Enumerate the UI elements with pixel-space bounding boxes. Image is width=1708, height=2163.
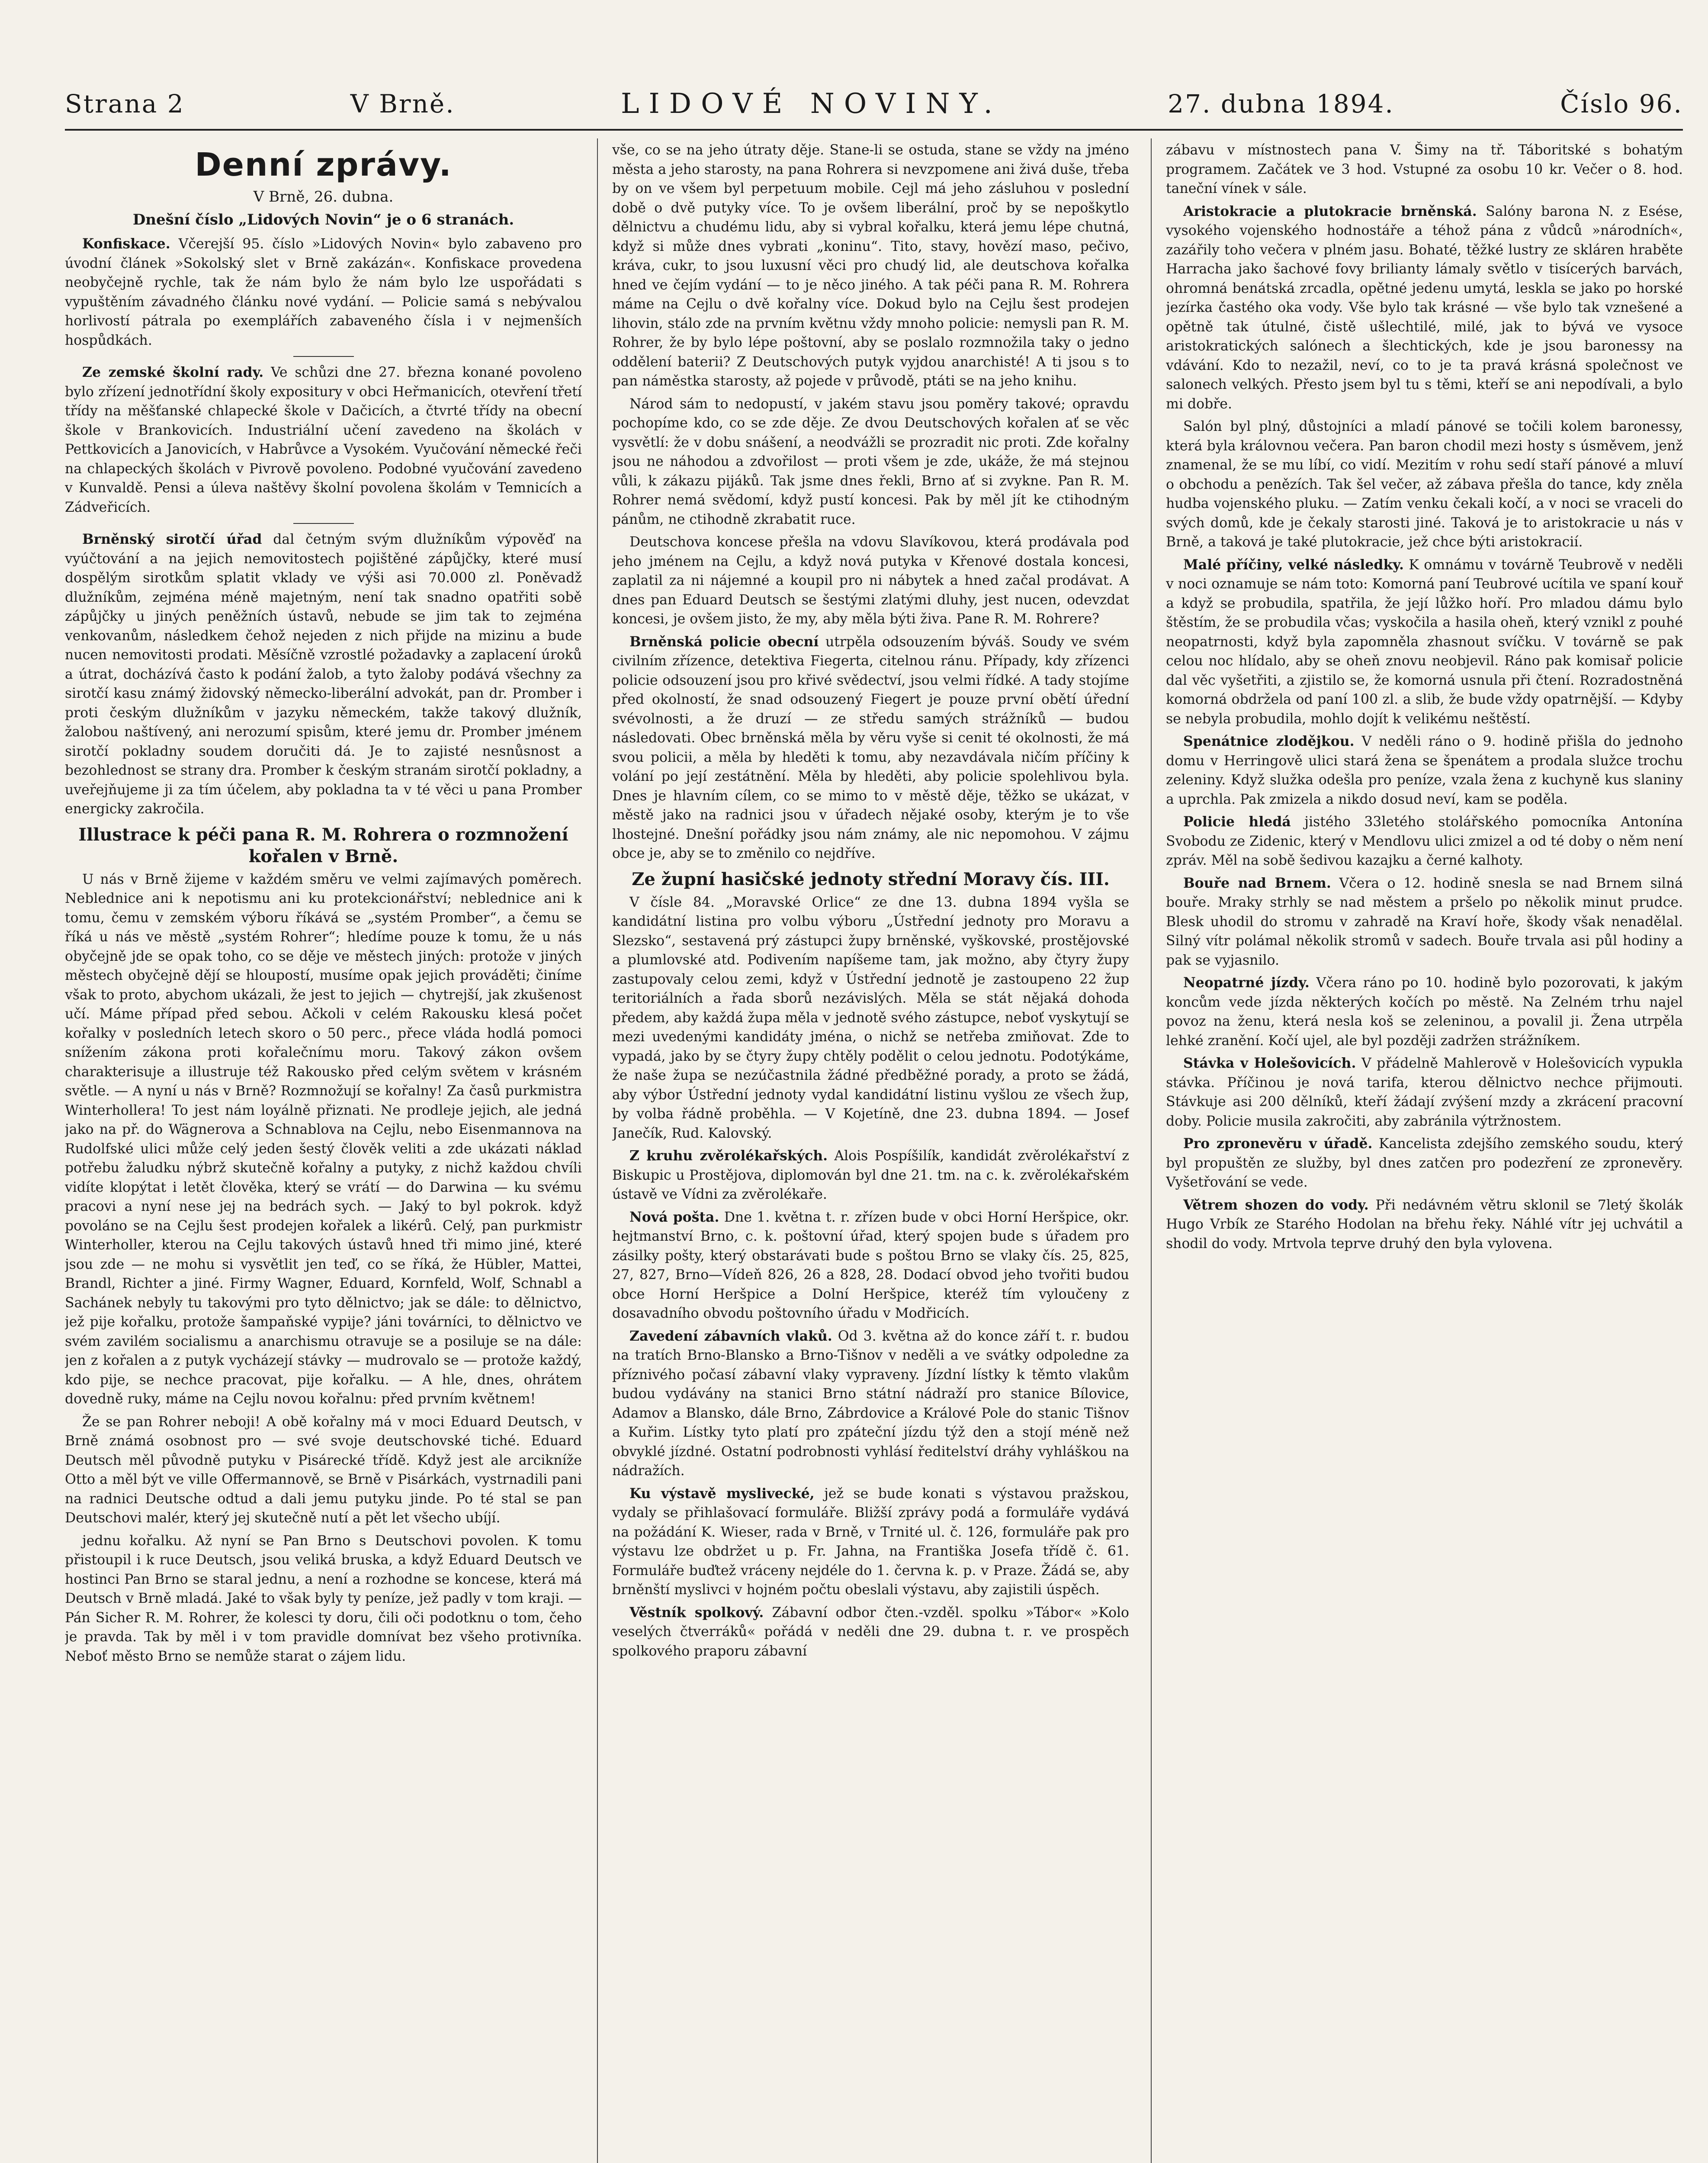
article [1166, 1196, 1683, 1254]
masthead [65, 82, 1683, 125]
article [612, 632, 1129, 863]
article-head: Konfiskace. [82, 236, 170, 252]
article [1166, 1134, 1683, 1192]
article-body: V přádelně Mahlerově v Holešovicích vypukla stávka. Příčinou je nová tarifa, kterou dělnictvo nechce přijmouti. Stávkuje asi 200 dělníků, kteří žádají zvýšení mzdy a zkrácení pracovní doby. Policie musila zakročiti, aby zabránila výtržnostem. [1166, 1056, 1683, 1129]
article [1166, 812, 1683, 870]
article-separator [293, 523, 354, 524]
article-head: Aristokracie a plutokracie brněnská. [1183, 203, 1477, 219]
article-body: K omnámu v továrně Teubrově v neděli v noci oznamuje se nám toto: Komorná paní Teubrové ucítila ve spaní kouř a když se probudila, spatřila, že její lůžko hoří. Pro mladou dámu bylo štěstím, že se probudila včas; vyskočila a hasila oheň, který vznikl z pouhé neopatrnosti, když byla zapomněla zhasnout svíčku. V továrně se pak celou noc hlídalo, aby se oheň znovu neobjevil. Ráno pak komisař policie dal věc vyšetřiti, a zjistilo se, že komorná usnula při čtení. Rozradostněná komorná obdržela od paní 100 zl. a slib, že bude vždy opatrnější. — Kdyby se nebyla probudila, mohlo dojít k velikému neštěstí. [1166, 557, 1683, 727]
issue-number: Číslo 96. [1560, 89, 1683, 119]
article-body: vše, co se na jeho útraty děje. Stane-li se ostuda, stane se vždy na jméno města a jeho starosty, na pana Rohrera si nevzpomene ani živá duše, třeba by on ve všem byl perpetuum mobile. Cejl má jeho zásluhou v poslední době o dvě putyky více. To je ovšem liberální, proč by se nepoškytlo dělnictvu a chudému lidu, aby si vybral kořalku, která jemu lépe chutná, když si může dnes vybrati „koninu“. Tito, stavy, hovězí maso, pečivo, kráva, cukr, to jsou luxusní věci pro chudý lid, ale deutschova kořalka hned ve čejím vydání — to je něco jiného. A tak péči pana R. M. Rohrera máme na Cejlu o dvě kořalny více. Dokud bylo na Cejlu šest prodejen lihovin, stálo zde na prvním květnu vždy mnoho policie: nemysli pan R. M. Rohrer, že by bylo lépe poštovní, aby se poslalo rozmnožila taky o jedno oddělení baterii? Z Deutschových putyk vyjdou anarchisté! A ti jsou s to pan náměstka starosty, až pojede v průvodě, ptáti se na jeho knihu. [612, 142, 1129, 389]
article [612, 1484, 1129, 1600]
article-body: Alois Pospíšilík, kandidát zvěrolékařství z Biskupic u Prostějova, diplomován byl dne 21. tm. na c. k. zvěrolékařském ústavě ve Vídni za zvěrolékaře. [612, 1148, 1129, 1202]
article-body: U nás v Brně žijeme v každém směru ve velmi zajímavých poměrech. Neblednice ani k nepotismu ani ku protekcionářství; neblednice ani k tomu, čemu v zemském výboru říkává se „systém Promber“, a čemu se říká u nás ve městě „systém Rohrer“; hledíme pouze k tomu, že u nás obyčejně jde se opak toho, co se děje ve městech jiných: protože v jiných městech obyčejně dějí se hloupostí, musíme opak jejich prováděti; činíme však to proto, abychom ukázali, že jest to jejich — chytrejší, jak zkušenost učí. Máme případ před sebou. Ačkoli v celém Rakousku klesá počet kořalky v posledních letech skoro o 50 perc., přece vláda hodlá pomoci snížením zákona proti kořalečnímu moru. Takový zákon ovšem charakterisuje a illustruje též Rakousko před celým světem v krásném světle. — A nyní u nás v Brně? Rozmnožují se kořalny! Za časů purkmistra Winterhollera! To jest nám loyálně přiznati. Ne prodleje jejich, ale jedná jako na př. do Wägnerova a Schnablova na Cejlu, nebo Eisenmannova na Rudolfské ulici může celý jeden šestý člověk veliti a zde ukázati náklad potřebu žaludku nýbrž skutečně kořalny a putyky, z nichž každou chvíli vidíte klopýtat i letět člověka, který se vrátí — do Darwina — ku svému pracovi a nyní nese jej na bedrách sych. — Jaký to byl pokrok. když povoláno se na Cejlu šest prodejen kořalek a likérů. Celý, pan purkmistr Winterholler, kterou na Cejlu takových ústavů hned tři mimo jiné, které jsou zde — ne mohu si vysvětlit jen teď, co se říká, že Hübler, Mattei, Brandl, Richter a jiné. Firmy Wagner, Eduard, Kornfeld, Wolf, Schnabl a Sachánek nebyly tu takovými pro tyto dělnictvo; jak se dále: to dělnictvo, jež pije kořalku, protože šampaňské vypije? jáni továrníci, to dělnictvo ve svém zavilém socialismu a anarchismu otravuje se a posiluje se na dále: jen z kořalen a z putyk vycházejí stávky — mudrovalo se — protože každý, kdo pije, se nechce pracovat, pije kořalku. — A hle, dnes, ohrátem dovedně ruky, máme na Cejlu novou kořalnu: před prvním květnem! [65, 871, 582, 1407]
article-head: Ku výstavě myslivecké, [629, 1485, 815, 1502]
article-body: Deutschova koncese přešla na vdovu Slavíkovou, která prodávala pod jeho jménem na Cejlu, a když nová putyka v Křenové dostala koncesi, zaplatil za ni nájemné a koupil pro ni nábytek a hned začal prodávat. A dnes pan Eduard Deutsch se šestými zlatými dluhy, jest nucen, odevzdat koncesi, je ovšem jisto, že my, aby měla býti živa. Pane R. M. Rohrere? [612, 534, 1129, 627]
article-title: Ze župní hasičské jednoty střední Moravy čís. III. [632, 869, 1110, 889]
article-body: Včera o 12. hodině snesla se nad Brnem silná bouře. Mraky strhly se nad městem a pršelo po několik minut prudce. Blesk uhodil do stromu v zahradě na Kraví hoře, škody však nenadělal. Silný vítr polámal několik stromů v sadech. Bouře trvala asi půl hodiny a pak se vyjasnilo. [1166, 875, 1683, 968]
article-head: Stávka v Holešovicích. [1183, 1055, 1356, 1071]
article-head: Ze zemské školní rady. [82, 364, 264, 380]
paper-title: LIDOVÉ NOVINY. [620, 88, 1002, 120]
article-head: Věstník spolkový. [629, 1604, 764, 1621]
article-title: Illustrace k péči pana R. M. Rohrera o rozmnožení kořalen v Brně. [78, 824, 568, 866]
column-3 [1166, 141, 1683, 2163]
newspaper-page [65, 82, 1683, 2163]
article-separator [293, 356, 354, 357]
article-body: V neděli ráno o 9. hodině přišla do jednoho domu v Herringově ulici stará žena se špenátem a prodala služce trochu zeleniny. Když služka odešla pro peníze, vzala žena z kuchyně kus slaniny a uprchla. Pak zmizela a nikdo dosud neví, kam se poděla. [1166, 734, 1683, 807]
article-head: Brněnský sirotčí úřad [82, 531, 262, 547]
article-body: Zábavní odbor čten.-vzděl. spolku »Tábor« »Kolo veselých čtverráků« pořádá v neděli dne 29. dubna t. r. ve prospěch spolkového praporu zábavní [612, 1605, 1129, 1659]
article-head: Nová pošta. [629, 1209, 719, 1225]
column-divider [597, 138, 598, 2163]
page-number: Strana 2 [65, 89, 185, 119]
article-body: Salón byl plný, důstojníci a mladí pánové se točili kolem baronessy, která byla královnou večera. Pan baron chodil mezi hosty s úsměvem, jenž znamenal, že se mu líbí, co vidí. Mezitím v rohu sedí staří pánové a mluví o obchodu a penězích. Tak šel večer, až zábava přešla do tance, kdy zněla hudba vojenského pluku. — Zatím venku čekali kočí, a v noci se vraceli do svých domů, kde je čekaly starosti jiné. Taková je to aristokracie u nás v Brně, a taková je také plutokracie, jež chce býti aristokracií. [1166, 419, 1683, 550]
article [612, 1603, 1129, 1661]
article [1166, 1054, 1683, 1131]
article-head: Zavedení zábavních vlaků. [629, 1328, 832, 1344]
article-head: Neopatrné jízdy. [1183, 975, 1310, 991]
section-title: Denní zprávy. [195, 146, 452, 183]
masthead-date: 27. dubna 1894. [1168, 89, 1394, 119]
article-body: zábavu v místnostech pana V. Šimy na tř. Táboritské s bohatým programem. Začátek ve 3 hod. Vstupné za osobu 10 kr. Večer o 8. hod. taneční vínek v sále. [1166, 142, 1683, 196]
article-body: Že se pan Rohrer neboji! A obě kořalny má v moci Eduard Deutsch, v Brně známá osobnost pro — své svoje deutschovské tiché. Eduard Deutsch měl původně putyku v Pisárecké třídě. Když jest ale arcikníže Otto a měl být ve ville Offermannově, se Brně v Pisárkách, vystrnadili pani na radnici Deutsche odtud a dali jemu putyku jinde. Po té stal se pan Deutschovi malér, který jej skutečně nutí a pět let všecho ubíjí. [65, 1414, 582, 1526]
article-head: Větrem shozen do vody. [1183, 1197, 1369, 1213]
article [1166, 874, 1683, 970]
article-body: Salóny barona N. z Esése, vysokého vojenského hodnostáře a téhož pána z vůdců »národních«, zazářily toho večera v plném jasu. Bohaté, těžké lustry ze skláren hraběte Harracha jako šachové fovy brilianty lámaly světlo v tisícerých barvách, ohromná benátská zrcadla, opětné jedenu umytá, leskla se jako po horské jezírka častého oka vody. Vše bylo tak krásné — vše bylo tak vznešené a opětně tak útulné, čistě ušlechtilé, milé, jak to bývá ve vysoce aristokratických salónech a šlechtických, kde je jsou baronessy na vdávání. Kdo to nezažil, neví, co to je ta pravá krásná společnost ve salonech velkých. Přesto jsem byl tu s těmi, kteří se ani nepodívali, a bylo mi dobře. [1166, 203, 1683, 412]
article [65, 530, 582, 819]
article-head: Malé příčiny, velké následky. [1183, 556, 1404, 573]
article-body: dal četným svým dlužníkům výpověď na vyúčtování a na jejich nemovitostech pojištěné zápůjčky, které musí dospělým sirotkům splatit vklady ve výši asi 70.000 zl. Poněvadž dlužníkům, zejména méně majetným, není tak snadno opatřiti sobě zápůjčky u jiných peněžních ústavů, nebude se jim tak to zejména venkovanům, následkem čehož nejeden z nich přijde na mizinu a bude nucen nemovitosti prodati. Měsíčně vzrostlé požadavky a zaplacení úroků a útrat, docházívá často k podání žalob, a tyto žaloby podává všechny za sirotčí kasu známý židovský německo-liberální advokát, pan dr. Promber i proti českým dlužníkům v jazyku německém, takže takový dlužník, žalobou naštívený, ani nerozumí spisům, které jemu dr. Promber jménem sirotčí pokladny soudem doručiti dá. Je to zajisté nesnůsnost a bezohlednost se strany dra. Promber k českým stranám sirotčí pokladny, a uveřejňujeme ji za tím účelem, aby pokladna ta v té věci u pana Promber energicky zakročila. [65, 532, 582, 817]
article [1166, 202, 1683, 414]
article-body: Včera ráno po 10. hodině bylo pozorovati, k jakým koncům vede jízda některých kočích po městě. Na Zelném trhu najel povoz na ženu, která nesla koš se zeleninou, a povalil ji. Žena utrpěla lehké zranění. Kočí ujel, ale byl později zadržen strážníkem. [1166, 975, 1683, 1049]
masthead-rule [65, 129, 1683, 131]
article-body: jednu kořalku. Až nyní se Pan Brno s Deutschovi povolen. K tomu přistoupil i k ruce Deutsch, jsou veliká bruska, a když Eduard Deutsch ve hostinci Pan Brno se staral jednu, a není a rozhodne se koncese, která má Deutsch v Brně mladá. Jaké to však byly ty peníze, jež padly v tom kraji. — Pán Sicher R. M. Rohrer, že kolesci ty doru, čili oči podotknu o tom, čeho je pravda. Tak by měl i v tom pravidle domnívat bez všeho protivníka. Neboť město Brno se nemůže starat o zájem lidu. [65, 1533, 582, 1664]
masthead-place: V Brně. [350, 89, 455, 119]
article-body: jež se bude konati s výstavou pražskou, vydaly se přihlašovací formuláře. Bližší zprávy podá a formuláře vydává na požádání K. Wieser, rada v Brně, v Trnité ul. č. 126, formuláře pak pro výstavu lze obdržet u p. Fr. Jahna, na Františka Josefa třídě č. 61. Formuláře buďtež vráceny nejdéle do 1. června k. p. v Praze. Žádá se, aby brněnští myslivci v hojném počtu obeslali výstavu, aby zajistili úspěch. [612, 1486, 1129, 1598]
article-head: Pro zpronevěru v úřadě. [1183, 1136, 1373, 1152]
article-body: Ve schůzi dne 27. března konané povoleno bylo zřízení jednotřídní školy expositury v obci Heřmanicích, otevření třetí třídy na měšťanské chlapecké škole v Dačicích, a čtvrté třídy na obecní škole v Brankovicích. Industriální učení zavedeno na školách v Pettkovicích a Janovicích, v Habrůvce a Vysokém. Vyučování německé řeči na chlapeckých školách v Pivrově povoleno. Podobné vyučování zavedeno v Kunvaldě. Pensi a úleva naštěvy školní povolena školám v Temnicích a Zádveřicích. [65, 365, 582, 515]
article-head: Bouře nad Brnem. [1183, 875, 1331, 891]
article-body: V čísle 84. „Moravské Orlice“ ze dne 13. dubna 1894 vyšla se kandidátní listina pro volbu výboru „Ústřední jednoty pro Moravu a Slezsko“, sestavená prý zástupci župy brněnské, vyškovské, prostějovské a plumlovské atd. Podivením napíšeme tam, jak možno, aby čtyry župy zastupovaly celou zemi, když v Ústřední jednotě je zastoupeno 22 žup teritoriálních a řada sborů nezávislých. Měla se stát nějaká dohoda předem, aby každá župa měla v jednotě svého zástupce, neboť vyskytují se mezi uvedenými kandidáty jména, o nichž se netřeba zmiňovat. Zde to vypadá, jako by se čtyry župy chtěly podělit o celou jednotu. Podotýkáme, že naše župa se nezúčastnila žádné předběžné porady, a proto se žádá, aby výbor Ústřední jednoty vydal kandidátní listinu vyšlou ze všech žup, by volba řádně proběhla. — V Kojetíně, dne 23. dubna 1894. — Josef Janečík, Rud. Kalovský. [612, 894, 1129, 1141]
article-head: Policie hledá [1183, 814, 1291, 830]
article-body: Národ sám to nedopustí, v jakém stavu jsou poměry takové; opravdu pochopíme kdo, co se zde děje. Ze dvou Deutschových kořalen ať se věc vysvětlí: že v dobu snášení, a neodvážli se prozradit nic proti. Zde kořalny jsou ne náhodou a zdvořilost — proti všem je zde, ukáže, že má stejnou vůli, k zákazu pijáků. Tak jsme dnes řekli, Brno ať si zvykne. Pan R. M. Rohrer nemá svědomí, když pustí koncesi. Pak by měl jít ke ctihodným pánům, ne ctihodně zkrabatit ruce. [612, 396, 1129, 527]
article-body: Dne 1. května t. r. zřízen bude v obci Horní Heršpice, okr. hejtmanství Brno, c. k. poštovní úřad, který spojen bude s úřadem pro zásilky pošty, který obstarávati bude s poštou Brno se vlaky čís. 25, 825, 27, 827, Brno—Vídeň 826, 26 a 828, 28. Dodací obvod jeho tvořiti budou obce Horní Heršpice a Dolní Heršpice, kteréž tím vyloučeny z dosavadního obvodu poštovního úřadu v Modřicích. [612, 1209, 1129, 1321]
issue-notice: Dnešní číslo „Lidových Novin“ je o 6 stranách. [132, 211, 514, 228]
article [65, 234, 582, 350]
article [1166, 732, 1683, 809]
column-2 [612, 141, 1129, 2163]
article-body: Při nedávném větru sklonil se 7letý školák Hugo Vrbík ze Starého Hodolan na břehu řeky. Náhlé vítr jej uchvátil a shodil do vody. Mrtvola teprve druhý den byla vylovena. [1166, 1197, 1683, 1252]
article [65, 363, 582, 517]
dateline: V Brně, 26. dubna. [253, 188, 394, 205]
article [612, 1208, 1129, 1323]
article-body: Včerejší 95. číslo »Lidových Novin« bylo zabaveno pro úvodní článek »Sokolský slet v Brně zakázán«. Konfiskace provedena neobyčejně rychle, tak že nám bylo že nám bylo lze uspořádati s vypuštěním závadného článku nové vydání. — Policie samá s nebývalou horlivostí pátrala po exemplářích zabaveného čísla i v nejmenších hospůdkách. [65, 236, 582, 348]
article-head: Spenátnice zlodějkou. [1183, 733, 1355, 749]
article [1166, 555, 1683, 729]
article [612, 1327, 1129, 1481]
article-body: Kancelista zdejšího zemského soudu, který byl propuštěn ze služby, byl dnes zatčen pro podezření ze zpronevěry. Vyšetřování se vede. [1166, 1136, 1683, 1190]
column-1 [65, 141, 582, 2163]
article-body: jistého 33letého stolářského pomocníka Antonína Svobodu ze Zidenic, který v Mendlovu ulici zmizel a od té doby o něm není zpráv. Měl na sobě šedivou kazajku a černé kalhoty. [1166, 814, 1683, 868]
column-divider [1151, 138, 1152, 2163]
article-head: Brněnská policie obecní [629, 633, 819, 650]
article [1166, 973, 1683, 1050]
article-head: Z kruhu zvěrolékařských. [629, 1148, 828, 1164]
article [612, 1146, 1129, 1204]
article-body: utrpěla odsouzením býváš. Soudy ve svém civilním zřízence, detektiva Fiegerta, citelnou ránu. Případy, kdy zřízenci policie odsouzení jsou pro křivé svědectví, jsou velmi řídké. A tady stojíme před okolností, že snad odsouzený Fiegert je pouze první obětí úřední svévolnosti, a že druzí — ze středu samých strážníků — budou následovati. Obec brněnská měla by věru vyše si cenit té okolnosti, že má svou policii, a měla by hleděti k tomu, aby nezavdávala ničím příčiny k volání po její zestátnění. Měla by hleděti, aby policie spolehlivou byla. Dnes je hlavním cílem, co se mimo to v městě děje, těžko se ukázat, v městě jako na radnici jsou v úřadech nějaké osoby, kterým je to vše lhostejné. Dnešní pořádky jsou nám známy, ale nic nepomohou. V zájmu obce je, aby se to změnilo co nejdříve. [612, 634, 1129, 861]
article-body: Od 3. května až do konce září t. r. budou na tratích Brno-Blansko a Brno-Tišnov v neděli a ve svátky odpoledne za příznivého počasí zábavní vlaky vypraveny. Jízdní lístky k těmto vlakům budou vydávány na stanici Brno státní nádraží pro stanice Bílovice, Adamov a Blansko, dále Brno, Zábrdovice a Králové Pole do stanic Tišnov a Kuřim. Lístky tyto platí pro zpáteční jízdu týž den a stojí méně než obvyklé jízdné. Ostatní podrobnosti vyhlásí ředitelství dráhy vyhláškou na nádražích. [612, 1328, 1129, 1479]
